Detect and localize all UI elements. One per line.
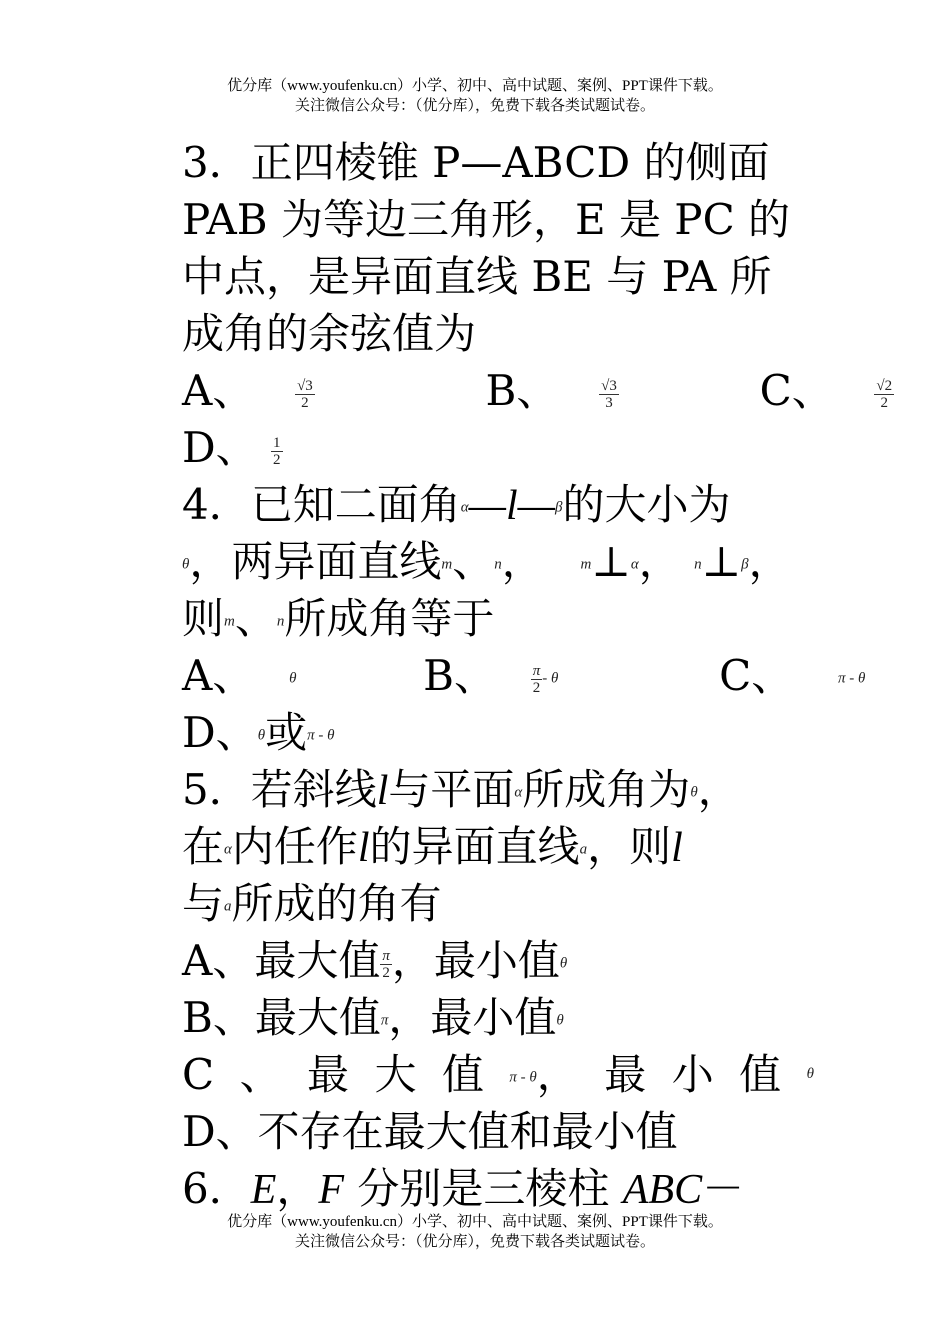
q4-option-c-label: C、 <box>719 651 794 700</box>
q4-line-3: 则m、n所成角等于 <box>182 594 495 643</box>
q4-option-a-value: θ <box>289 670 297 687</box>
q4-option-c-value: π - θ <box>837 670 866 687</box>
q5-option-b: B、最大值π，最小值θ <box>182 993 564 1042</box>
q6-line-1: 6．E，F 分别是三棱柱 ABC－ <box>182 1164 745 1213</box>
q3-option-c-label: C、 <box>759 366 834 415</box>
q4-option-b-fraction: $\frac{\pi}{2}$ <box>532 662 541 696</box>
q4-option-d: D、θ或π - θ <box>182 708 335 757</box>
q3-line-4: 成角的余弦值为 <box>182 309 477 358</box>
q3-option-b-label: B、 <box>485 366 559 415</box>
q3-line-1: 3．正四棱锥 P—ABCD 的侧面 <box>182 138 770 187</box>
page-header <box>0 76 950 116</box>
q5-option-d: D、不存在最大值和最小值 <box>182 1107 678 1156</box>
q3-line-3: 中点，是异面直线 BE 与 PA 所 <box>182 252 772 301</box>
q4-line-2: θ，两异面直线m、n， m⊥α， n⊥β， <box>182 537 791 586</box>
footer-line-2: 关注微信公众号：（优分库），免费下载各类试题试卷。 <box>294 1234 655 1250</box>
q5-option-c: C 、 最 大 值 π - θ， 最 小 值 θ <box>182 1050 814 1099</box>
q4-option-b-label: B、 <box>423 651 497 700</box>
footer-line-1: 优分库（www.youfenku.cn）小学、初中、高中试题、案例、PPT课件下载。 <box>227 1214 723 1230</box>
q3-option-d-fraction: $\frac{1}{2}$ <box>273 434 281 468</box>
q3-option-d-label: D、 <box>182 423 258 472</box>
q3-option-a-fraction: $\frac{√3}{2}$ <box>297 377 313 411</box>
header-line-2: 关注微信公众号：（优分库），免费下载各类试题试卷。 <box>294 98 655 114</box>
q3-options-abc <box>182 362 893 419</box>
q5-option-a-fraction: $\frac{\pi}{2}$ <box>382 947 390 981</box>
q4-options-abc <box>182 647 866 704</box>
q4-option-a-label: A、 <box>182 651 255 700</box>
q5-option-a: A、最大值 $\frac{\pi}{2}$ ，最小值θ <box>182 936 568 985</box>
q3-option-c-fraction: $\frac{√2}{2}$ <box>876 377 893 411</box>
q5-line-3: 与a所成的角有 <box>182 879 442 928</box>
q3-option-a-label: A、 <box>182 366 255 415</box>
q3-line-2: PAB 为等边三角形，E 是 PC 的 <box>182 195 791 244</box>
q4-line-1: 4．已知二面角α—l—β的大小为 <box>182 480 731 529</box>
q3-option-d <box>182 419 822 476</box>
q4-option-b-tail: - θ <box>542 670 559 687</box>
document-body <box>182 134 893 1217</box>
q5-line-1: 5．若斜线l与平面α所成角为θ， <box>182 765 740 814</box>
header-line-1: 优分库（www.youfenku.cn）小学、初中、高中试题、案例、PPT课件下载。 <box>227 78 723 94</box>
page-footer <box>0 1212 950 1252</box>
q3-option-b-fraction: $\frac{√3}{3}$ <box>601 377 617 411</box>
q5-line-2: 在α内任作l的异面直线a，则l <box>182 822 683 871</box>
